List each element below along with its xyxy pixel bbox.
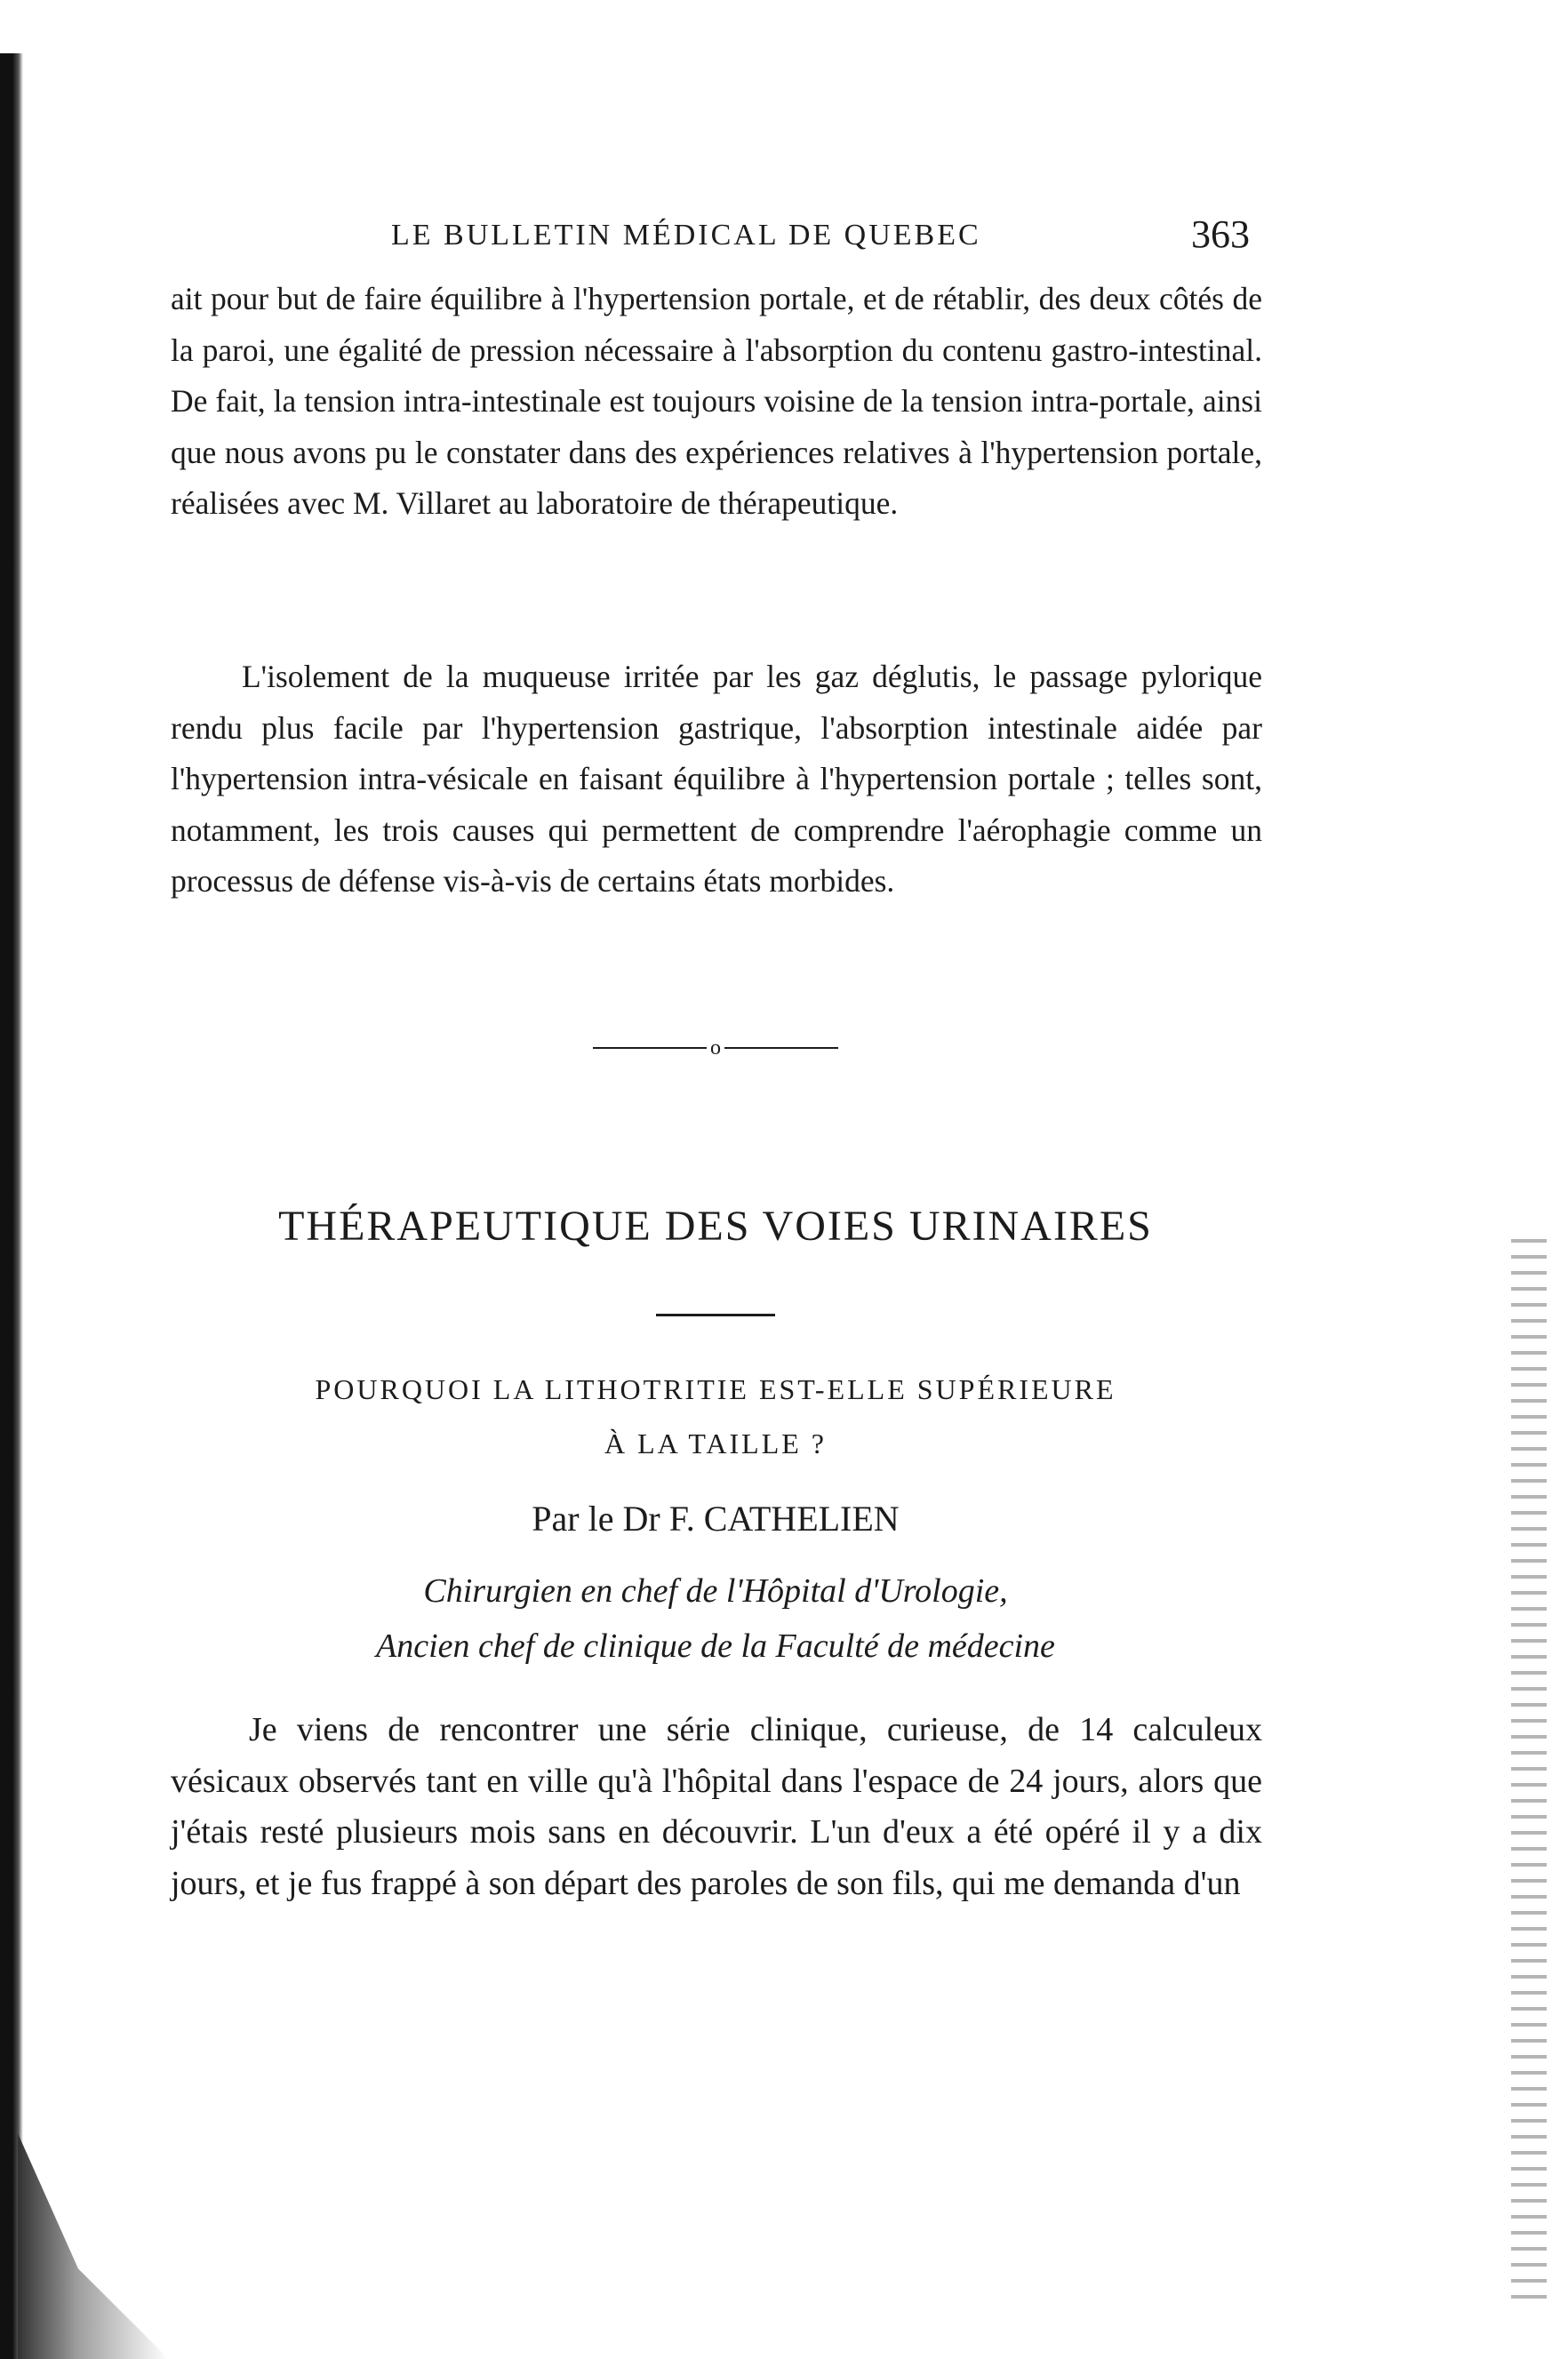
running-head: LE BULLETIN MÉDICAL DE QUEBEC [391,219,981,252]
page-number: 363 [1191,212,1250,256]
separator-mark: o [710,1036,721,1060]
article-paragraph-1: Je viens de rencontrer une série clinique, curieuse, de 14 calculeux vésicaux observés tant en ville qu'à l'hôpital dans l'espace de 24 jours, alors que j'étais resté plusieurs mois sans en découvrir. L'un d'eux a été opéré il y a dix jours, et je fus frappé à son départ des paroles de son fils, qui me demanda d'un [171,1711,1262,1902]
article-subtitle-line-1: POURQUOI LA LITHOTRITIE EST-ELLE SUPÉRIEURE [315,1373,1116,1405]
author-affiliation-2: Ancien chef de clinique de la Faculté de médecine [376,1627,1055,1665]
author-affiliation-1: Chirurgien en chef de l'Hôpital d'Urologie, [423,1572,1008,1610]
title-rule [656,1314,775,1316]
page-header [169,212,1289,265]
article-author: Par le Dr F. CATHELIEN [532,1499,900,1539]
paragraph-conclusion: L'isolement de la muqueuse irritée par les gaz déglutis, le passage pylorique rendu plus facile par l'hypertension gastrique, l'absorption intestinale aidée par l'hypertension intra-vésicale en faisant équilibre à l'hypertension portale ; telles sont, notamment, les trois causes qui permettent de comprendre l'aérophagie comme un processus de défense vis-à-vis de certains états morbides. [171,659,1262,899]
separator-line-left [593,1047,707,1049]
separator-line-right [724,1047,838,1049]
paragraph-continued: ait pour but de faire équilibre à l'hypertension portale, et de rétablir, des deux côtés de la paroi, une égalité de pression nécessaire à l'absorption du contenu gastro-intestinal. De fait, la tension intra-intestinale est toujours voisine de la tension intra-portale, ainsi que nous avons pu le constater dans des expériences relatives à l'hypertension portale, réalisées avec M. Villaret au laboratoire de thérapeutique. [171,281,1262,521]
page-binding-shadow [0,53,23,2359]
scan-noise-right [1511,1227,1547,2311]
page-corner-shadow [18,2133,169,2359]
article-subtitle-line-2: À LA TAILLE ? [604,1427,827,1459]
section-title: THÉRAPEUTIQUE DES VOIES URINAIRES [278,1203,1153,1250]
section-separator [582,1031,849,1067]
